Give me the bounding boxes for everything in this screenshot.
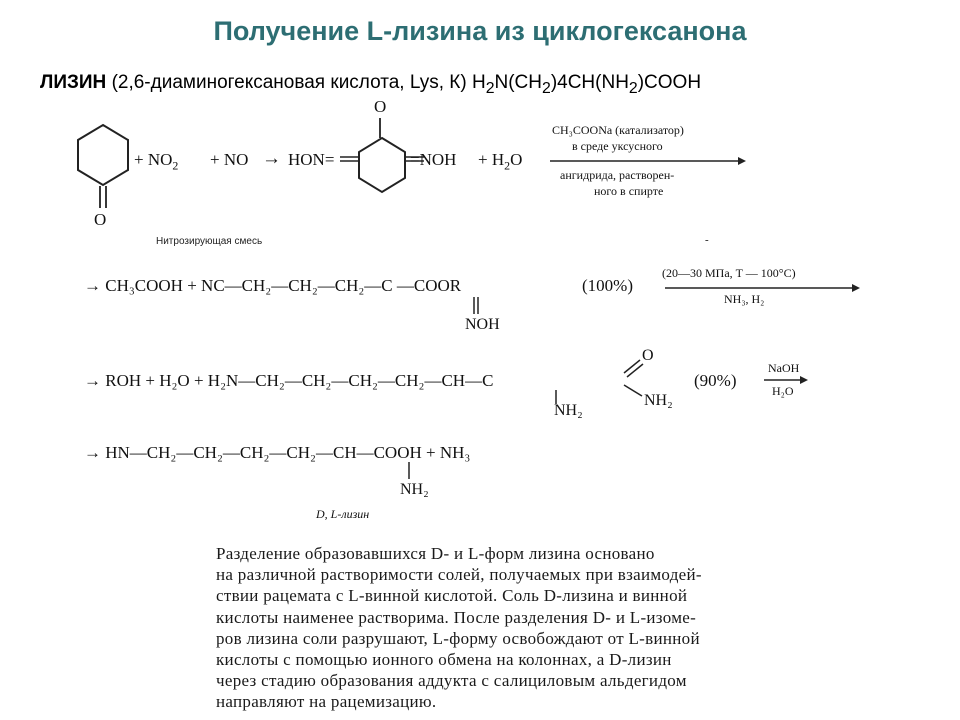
cyclohexanone-ring	[78, 125, 128, 185]
paragraph-line: кислоты с помощью ионного обмена на колоннах, а D-лизин	[216, 649, 672, 669]
row3-yield: (90%)	[694, 371, 737, 390]
row2-equation: → CH₃COOH + NC—CH₂—CH₂—CH₂—C —COOR	[84, 276, 462, 295]
row3-co-bond-2	[627, 364, 643, 377]
h2o-subscript: 2	[504, 158, 511, 173]
byproduct-water	[478, 150, 522, 173]
lysine-description: (2,6-диаминогексановая кислота, Lys, К) H	[111, 72, 486, 93]
reagent-no: + NO	[210, 150, 249, 169]
row4-amino-nh2: NH₂	[400, 481, 429, 498]
formula-sub-5: 2	[628, 79, 638, 97]
oxime-hon: HON=	[288, 150, 335, 169]
nitrosating-mixture-label: Нитрозирующая смесь	[156, 236, 263, 247]
row1-cond-bot-2: ного в спирте	[594, 184, 664, 198]
row3-amino-nh2: NH₂	[554, 402, 583, 419]
formula-sub-3: 2	[542, 79, 551, 97]
paragraph-line: кислоты наименее растворима. После разделения D- и L-изоме-	[216, 607, 697, 627]
row1-cond-top-1: CH₃COONa (катализатор)	[552, 123, 684, 137]
paragraph-line: Разделение образовавшихся D- и L-форм лизина основано	[216, 544, 655, 563]
paragraph-line: ствии рацемата с L-винной кислотой. Соль D-лизина и винной	[216, 586, 688, 606]
row3-cond-top: NaOH	[768, 361, 800, 375]
paragraph-line: ров лизина соли разрушают, L-форму освобождают от L-винной	[216, 628, 700, 648]
row1-cond-top-2: в среде уксусного	[572, 139, 663, 153]
row2-cond-top: (20—30 МПа, T — 100°C)	[662, 266, 796, 280]
oxime-noh: =NOH	[410, 150, 457, 169]
separation-paragraph	[216, 543, 876, 713]
paragraph-line: на различной растворимости солей, получаемых при взаимодей-	[216, 565, 702, 585]
formula-sub-1: 2	[485, 79, 495, 97]
row4-equation: → HN—CH₂—CH₂—CH₂—CH₂—CH—COOH + NH₃	[84, 443, 471, 462]
center-ketone-o: O	[374, 97, 387, 116]
formula-part-6: )COOH	[637, 72, 702, 93]
row1-arrow: →	[262, 148, 281, 169]
row2-cond-bot: NH₃, H₂	[724, 292, 765, 306]
ketone-o-bottom: O	[94, 210, 107, 229]
no2-subscript: 2	[172, 158, 179, 173]
row3-cn-bond	[624, 385, 642, 396]
stray-dash: -	[705, 234, 709, 246]
row2-noh: NOH	[465, 316, 500, 333]
row1-arrow-head	[738, 157, 746, 165]
row3-cond-bot: H₂O	[772, 384, 794, 398]
row3-amide-nh2: NH₂	[644, 392, 673, 409]
paragraph-line: направляют на рацемизацию.	[216, 692, 437, 712]
page-title: Получение L-лизина из циклогексанона	[213, 16, 747, 46]
formula-part-2: N(CH	[494, 72, 542, 93]
row3-equation: → ROH + H₂O + H₂N—CH₂—CH₂—CH₂—CH₂—CH—C	[84, 371, 494, 390]
plus-h2o: + H	[478, 150, 505, 169]
reagent-no2	[134, 150, 178, 173]
row2-arrow-head	[852, 284, 860, 292]
h2o-end: O	[510, 150, 523, 169]
row3-carbonyl-o: O	[642, 347, 654, 364]
row3-arrow-head	[800, 376, 808, 384]
lysine-name: ЛИЗИН	[40, 72, 107, 93]
dioxime-ring	[359, 138, 405, 192]
paragraph-line: через стадию образования аддукта с салициловым альдегидом	[216, 671, 687, 691]
plus-no2: + NO	[134, 150, 173, 169]
row2-yield: (100%)	[582, 276, 633, 295]
row3-co-bond-1	[624, 360, 640, 373]
row1-cond-bot-1: ангидрида, растворен-	[560, 168, 675, 182]
formula-part-4: )4CH(NH	[550, 72, 629, 93]
dl-lysine-label: D, L-лизин	[316, 507, 370, 521]
